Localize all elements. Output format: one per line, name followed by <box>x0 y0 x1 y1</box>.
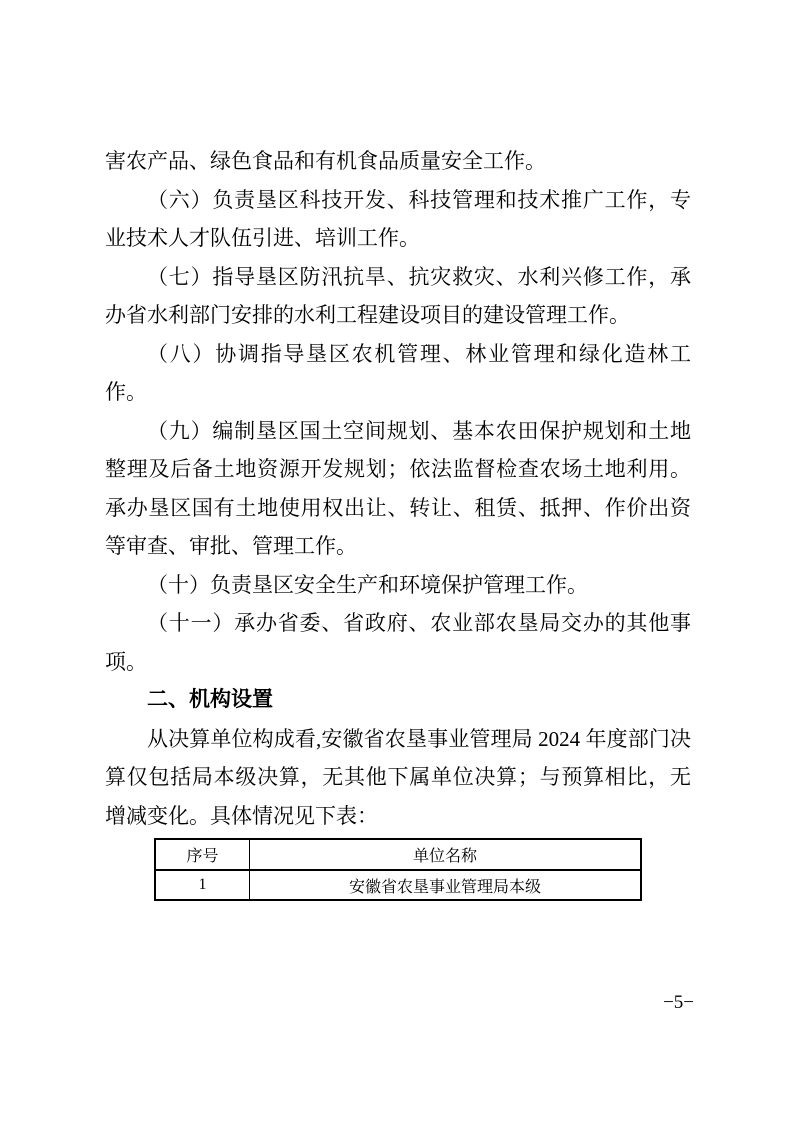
paragraph-duty-8: （八）协调指导垦区农机管理、林业管理和绿化造林工作。 <box>105 341 691 404</box>
document-body <box>105 142 691 901</box>
unit-name-cell: 安徽省农垦事业管理局本级 <box>250 870 642 900</box>
paragraph-duty-10: （十）负责垦区安全生产和环境保护管理工作。 <box>147 572 588 597</box>
page-number: −5− <box>663 992 694 1013</box>
units-table-header-row <box>155 839 641 870</box>
unit-index-cell: 1 <box>155 870 250 900</box>
units-table-header-index: 序号 <box>155 839 250 870</box>
section-heading-organization-setup: 二、机构设置 <box>147 688 273 711</box>
units-table <box>154 838 642 901</box>
paragraph-org-overview: 从决算单位构成看,安徽省农垦事业管理局 2024 年度部门决算仅包括局本级决算，无其他下属单位决算；与预算相比，无增减变化。具体情况见下表： <box>105 726 691 828</box>
paragraph-duty-9: （九）编制垦区国土空间规划、基本农田保护规划和土地整理及后备土地资源开发规划；依法监督检查农场土地利用。承办垦区国有土地使用权出让、转让、租赁、抵押、作价出资等审查、审批、管理工作。 <box>105 418 691 558</box>
units-table-row <box>155 870 641 900</box>
units-table-header-unit-name: 单位名称 <box>250 839 642 870</box>
paragraph-duty-7: （七）指导垦区防汛抗旱、抗灾救灾、水利兴修工作，承办省水利部门安排的水利工程建设项目的建设管理工作。 <box>105 264 691 327</box>
paragraph-duty-11: （十一）承办省委、省政府、农业部农垦局交办的其他事项。 <box>105 611 691 674</box>
paragraph-duty-6: （六）负责垦区科技开发、科技管理和技术推广工作，专业技术人才队伍引进、培训工作。 <box>105 187 691 250</box>
paragraph-continuation: 害农产品、绿色食品和有机食品质量安全工作。 <box>105 149 546 173</box>
